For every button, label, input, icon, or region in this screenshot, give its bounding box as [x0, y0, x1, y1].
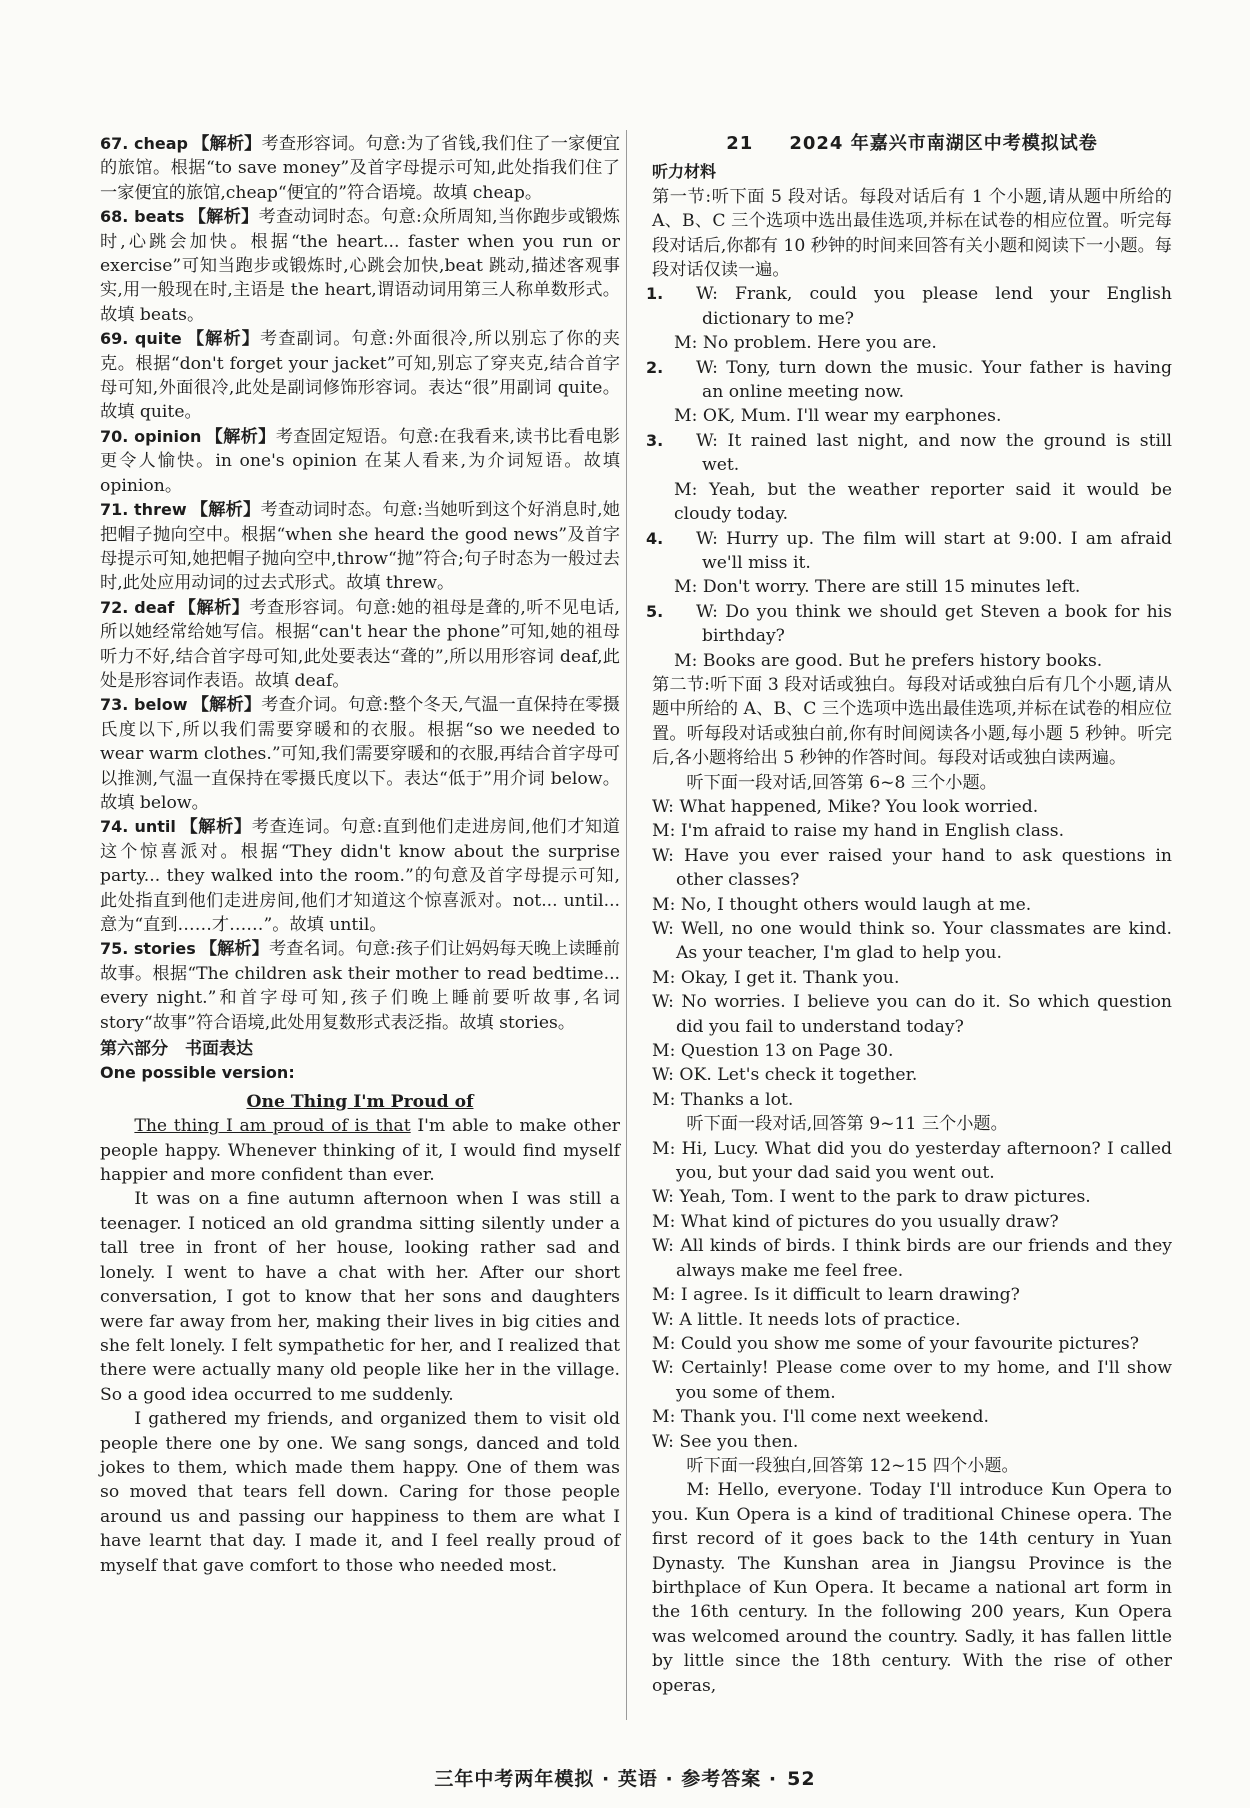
question-number: 75. [100, 939, 129, 959]
analysis-tag: 【解析】 [191, 695, 262, 716]
answer-word: quite [134, 329, 182, 349]
dialogue-line: W: Well, no one would think so. Your classmates are kind. As your teacher, I'm glad to help you. [652, 919, 1172, 964]
section-title: 第六部分 书面表达 [100, 1039, 253, 1060]
essay-paragraph-2: It was on a fine autumn afternoon when I was still a teenager. I noticed an old grandma sitting silently under a tall tree in front of her house, looking rather sad and lonely. I went to have a chat with her. After our short conversation, I got to know that her sons and daughters were far away from her, making their lives in big cities and she felt lonely. I felt sympathetic for her, and I realized that there were actually many old people like her in the village. So a good idea occurred to me suddenly. [100, 1189, 620, 1405]
dialogue-line: M: I'm afraid to raise my hand in English class. [652, 821, 1065, 842]
dialogue-w-line [646, 429, 1172, 478]
analysis-text: 考查名词。句意:孩子们让妈妈每天晚上读睡前故事。根据“The children ask their mother to read bedtime... every night.”和首字母可知,孩子们晚上睡前要听故事,名词 story“故事”符合语境,此处用复数形式表泛指。故填 stories。 [100, 939, 620, 1033]
exam-number: 21 [726, 133, 754, 154]
conversation-2 [652, 1137, 1172, 1454]
dialogue-number: 5. [646, 601, 664, 621]
answer-word: opinion [134, 426, 202, 446]
dialogue-line: M: Thank you. I'll come next weekend. [652, 1407, 989, 1428]
answer-entry [100, 132, 620, 205]
analysis-tag: 【解析】 [188, 207, 259, 228]
answer-entry [100, 815, 620, 937]
dialogue-line: M: I agree. Is it difficult to learn drawing? [652, 1285, 1020, 1306]
column-divider [626, 130, 627, 1720]
dialogue-line: W: A little. It needs lots of practice. [652, 1309, 961, 1330]
analysis-tag: 【解析】 [190, 500, 261, 521]
dialogue-w-text: W: It rained last night, and now the ground is still wet. [696, 430, 1172, 476]
dialogue-m-line: M: Yeah, but the weather reporter said it would be cloudy today. [674, 479, 1172, 525]
dialogue-w-line [646, 527, 1172, 576]
question-number: 68. [100, 207, 129, 227]
footer-text: 三年中考两年模拟 · 英语 · 参考答案 · [434, 1768, 778, 1790]
analysis-tag: 【解析】 [199, 939, 269, 960]
analysis-text: 考查形容词。句意:她的祖母是聋的,听不见电话,所以她经常给她写信。根据“can't hear the phone”可知,她的祖母听力不好,结合首字母可知,此处要表达“聋的”,所以用形容词 deaf,此处是形容词作表语。故填 deaf。 [100, 597, 620, 691]
dialogue-line: W: Yeah, Tom. I went to the park to draw pictures. [652, 1187, 1091, 1208]
convo1-intro: 听下面一段对话,回答第 6~8 三个小题。 [686, 772, 997, 793]
essay-paragraph-1 [100, 1114, 620, 1187]
version-label: One possible version: [100, 1063, 295, 1083]
monologue: M: Hello, everyone. Today I'll introduce Kun Opera to you. Kun Opera is a kind of traditional Chinese opera. The first record of it goes back to the 14th century in Yuan Dynasty. The Kunshan area in Jiangsu Province is the birthplace of Kun Opera. It became a national art form in the 16th century. In the following 200 years, Kun Opera was welcomed around the country. Sadly, it has fallen little by little since the 18th century. With the rise of other operas, [652, 1480, 1172, 1696]
page-number: 52 [787, 1768, 816, 1790]
dialogue-m-line: M: Don't worry. There are still 15 minutes left. [674, 577, 1081, 598]
dialogue-line: M: Could you show me some of your favourite pictures? [652, 1333, 1139, 1354]
dialogue-w-line [646, 356, 1172, 405]
dialogue-w-line [646, 282, 1172, 331]
analysis-text: 考查固定短语。句意:在我看来,读书比看电影更令人愉快。in one's opinion 在某人看来,为介词短语。故填 opinion。 [100, 426, 620, 496]
right-column [646, 132, 1172, 1698]
analysis-text: 考查副词。句意:外面很冷,所以别忘了你的夹克。根据“don't forget your jacket”可知,别忘了穿夹克,结合首字母可知,外面很冷,此处是副词修饰形容词。表达“很”用副词 quite。故填 quite。 [100, 329, 620, 423]
analysis-text: 考查形容词。句意:为了省钱,我们住了一家便宜的旅馆。根据“to save money”及首字母提示可知,此处指我们住了一家便宜的旅馆,cheap“便宜的”符合语境。故填 cheap。 [100, 134, 620, 203]
answer-word: beats [134, 207, 185, 227]
mono-intro: 听下面一段独白,回答第 12~15 四个小题。 [686, 1455, 1019, 1476]
analysis-text: 考查动词时态。句意:当她听到这个好消息时,她把帽子抛向空中。根据“when she heard the good news”及首字母提示可知,她把帽子抛向空中,throw“抛”符合;句子时态为一般过去时,此处应用动词的过去式形式。故填 threw。 [100, 500, 620, 594]
dialogue-line: W: No worries. I believe you can do it. So which question did you fail to understand today? [652, 992, 1172, 1037]
dialogue-line: W: Certainly! Please come over to my home, and I'll show you some of them. [652, 1358, 1172, 1403]
essay-paragraph-3: I gathered my friends, and organized them to visit old people there one by one. We sang songs, danced and told jokes to them, which made them happy. One of them was so moved that tears fell down. Caring for those people around us and passing our happiness to them are what I have learnt that day. I made it, and I feel really proud of myself that gave comfort to those who needed most. [100, 1409, 620, 1576]
answer-entry [100, 693, 620, 815]
listening-label: 听力材料 [652, 162, 717, 182]
question-number: 67. [100, 134, 129, 153]
answer-word: threw [134, 500, 187, 520]
convo2-intro: 听下面一段对话,回答第 9~11 三个小题。 [686, 1114, 1008, 1135]
dialogue-line: M: Hi, Lucy. What did you do yesterday afternoon? I called you, but your dad said you went out. [652, 1138, 1172, 1184]
question-number: 71. [100, 500, 129, 520]
answer-entry [100, 425, 620, 498]
dialogue-w-text: W: Do you think we should get Steven a book for his birthday? [696, 601, 1172, 647]
analysis-tag: 【解析】 [185, 329, 261, 350]
dialogue-line: M: Question 13 on Page 30. [652, 1041, 894, 1062]
dialogue-line: W: All kinds of birds. I think birds are our friends and they always make me feel free. [652, 1236, 1172, 1281]
analysis-tag: 【解析】 [178, 597, 250, 618]
dialogue-m-line: M: Books are good. But he prefers history books. [674, 650, 1103, 671]
dialogue-w-text: W: Hurry up. The film will start at 9:00. I am afraid we'll miss it. [696, 528, 1172, 573]
left-column [100, 132, 620, 1578]
question-number: 70. [100, 426, 129, 446]
analysis-tag: 【解析】 [191, 134, 262, 154]
answer-word: deaf [134, 597, 175, 617]
essay-p1-rest: I'm able to make other people happy. Whenever thinking of it, I would find myself happier and more confident than ever. [100, 1116, 620, 1186]
part2-intro: 第二节:听下面 3 段对话或独白。每段对话或独白后有几个小题,请从题中所给的 A、B、C 三个选项中选出最佳选项,并标在试卷的相应位置。听每段对话或独白前,你有时间阅读各小题,每小题 5 秒钟。听完后,各小题将给出 5 秒钟的作答时间。每段对话或独白读两遍。 [652, 674, 1172, 769]
dialogue-number: 3. [646, 430, 664, 450]
answer-entry [100, 498, 620, 596]
answer-explanations [100, 132, 620, 1035]
answer-entry [100, 327, 620, 425]
short-dialogues [646, 282, 1172, 673]
dialogue-line: W: Have you ever raised your hand to ask questions in other classes? [652, 845, 1172, 891]
exam-title-text: 2024 年嘉兴市南湖区中考模拟试卷 [789, 133, 1098, 154]
question-number: 72. [100, 597, 129, 617]
dialogue-line: W: See you then. [652, 1431, 799, 1452]
analysis-tag: 【解析】 [179, 817, 252, 838]
answer-word: below [134, 695, 188, 715]
dialogue-number: 2. [646, 357, 664, 377]
dialogue-line: M: Okay, I get it. Thank you. [652, 967, 900, 988]
dialogue-w-line [646, 600, 1172, 649]
answer-entry [100, 205, 620, 327]
essay-underlined-sentence: The thing I am proud of is that [134, 1116, 411, 1137]
part1-intro: 第一节:听下面 5 段对话。每段对话后有 1 个小题,请从题中所给的 A、B、C 三个选项中选出最佳选项,并标在试卷的相应位置。听完每段对话后,你都有 10 秒钟的时间来回答有关小题和阅读下一小题。每段对话仅读一遍。 [652, 186, 1172, 281]
question-number: 69. [100, 329, 129, 349]
question-number: 74. [100, 817, 129, 837]
page-footer [0, 1764, 1250, 1791]
dialogue-m-line: M: No problem. Here you are. [674, 333, 937, 354]
dialogue-line: W: OK. Let's check it together. [652, 1065, 918, 1086]
dialogue-line: M: Thanks a lot. [652, 1089, 794, 1110]
conversation-1 [652, 795, 1172, 1112]
essay-title: One Thing I'm Proud of [246, 1091, 474, 1112]
analysis-text: 考查动词时态。句意:众所周知,当你跑步或锻炼时,心跳会加快。根据“the heart... faster when you run or exercise”可知当跑步或锻炼时,心跳会加快,beat 跳动,描述客观事实,用一般现在时,主语是 the heart,谓语动词用第三人称单数形式。故填 beats。 [100, 207, 620, 325]
answer-word: until [134, 817, 176, 837]
answer-word: stories [133, 939, 196, 959]
dialogue-w-text: W: Tony, turn down the music. Your father is having an online meeting now. [696, 357, 1172, 403]
analysis-tag: 【解析】 [205, 426, 276, 447]
dialogue-line: W: What happened, Mike? You look worried. [652, 796, 1039, 817]
dialogue-number: 1. [646, 284, 664, 304]
dialogue-line: M: What kind of pictures do you usually draw? [652, 1211, 1059, 1232]
exam-title [652, 132, 1172, 156]
dialogue-w-text: W: Frank, could you please lend your English dictionary to me? [696, 284, 1172, 329]
question-number: 73. [100, 695, 129, 715]
answer-entry [100, 937, 620, 1035]
dialogue-line: M: No, I thought others would laugh at me. [652, 894, 1032, 915]
answer-word: cheap [133, 134, 188, 153]
dialogue-number: 4. [646, 528, 664, 548]
analysis-text: 考查连词。句意:直到他们走进房间,他们才知道这个惊喜派对。根据“They didn't know about the surprise party... they walked into the room.”的句意及首字母提示可知,此处指直到他们走进房间,他们才知道这个惊喜派对。not... until...意为“直到……才……”。故填 until。 [100, 817, 620, 935]
analysis-text: 考查介词。句意:整个冬天,气温一直保持在零摄氏度以下,所以我们需要穿暖和的衣服。根据“so we needed to wear warm clothes.”可知,我们需要穿暖和的衣服,再结合首字母可以推测,气温一直保持在零摄氏度以下。表达“低于”用介词 below。故填 below。 [100, 695, 620, 813]
dialogue-m-line: M: OK, Mum. I'll wear my earphones. [674, 406, 1002, 427]
answer-entry [100, 596, 620, 694]
